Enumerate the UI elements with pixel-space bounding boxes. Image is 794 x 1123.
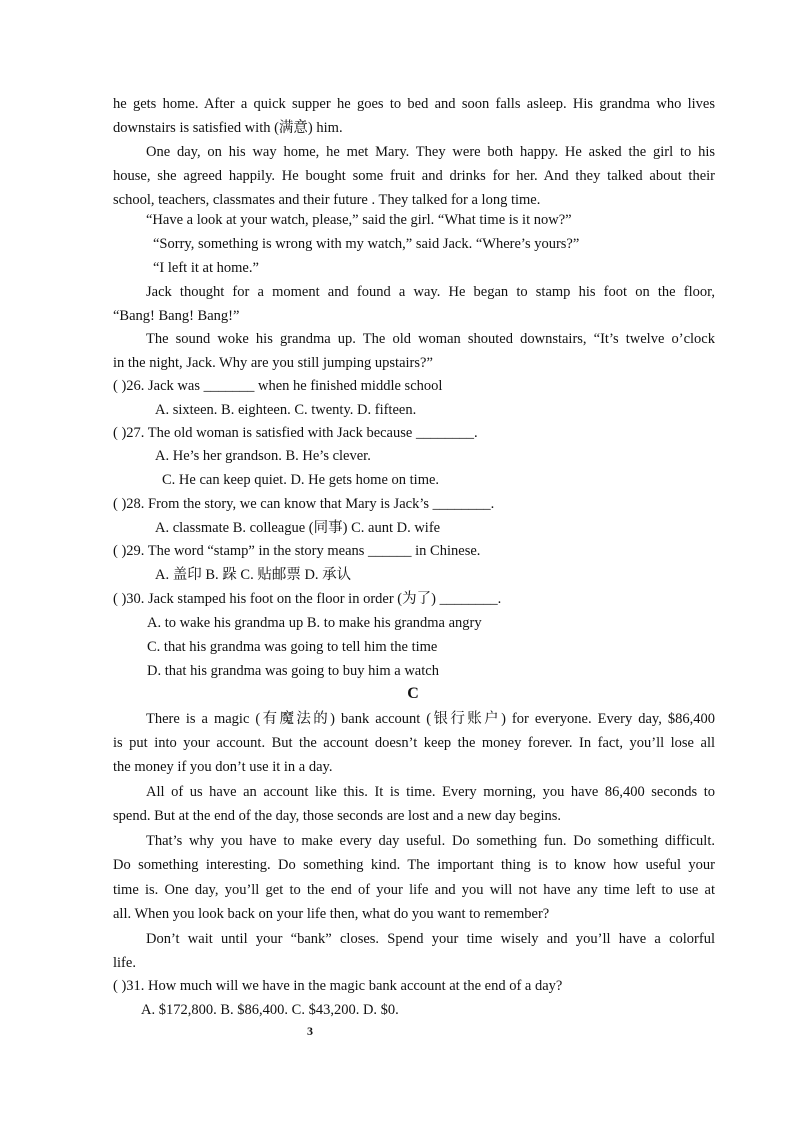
passage-line: downstairs is satisfied with (满意) him.: [113, 120, 343, 136]
passage-line: Don’t wait until your “bank” closes. Spend your time wisely and you’ll have a colorful: [146, 931, 715, 947]
passage-line: One day, on his way home, he met Mary. They were both happy. He asked the girl to his: [146, 144, 715, 160]
passage-line: “Have a look at your watch, please,” said the girl. “What time is it now?”: [146, 212, 572, 228]
question-30-options: C. that his grandma was going to tell him the time: [147, 639, 438, 655]
passage-line: Jack thought for a moment and found a way. He began to stamp his foot on the floor,: [146, 284, 715, 300]
passage-line: All of us have an account like this. It is time. Every morning, you have 86,400 seconds to: [146, 784, 715, 800]
passage-line: Do something interesting. Do something kind. The important thing is to know how useful your: [113, 857, 715, 873]
question-29-options: A. 盖印 B. 跺 C. 贴邮票 D. 承认: [155, 567, 352, 583]
passage-line: spend. But at the end of the day, those seconds are lost and a new day begins.: [113, 808, 562, 824]
passage-line: The sound woke his grandma up. The old woman shouted downstairs, “It’s twelve o’clock: [146, 331, 715, 347]
passage-line: is put into your account. But the account doesn’t keep the money forever. In fact, you’ll lose all: [113, 735, 715, 751]
passage-line: time is. One day, you’ll get to the end of your life and you will not have any time left to use at: [113, 882, 715, 898]
passage-line: in the night, Jack. Why are you still jumping upstairs?”: [113, 355, 433, 371]
question-30-options: A. to wake his grandma up B. to make his grandma angry: [147, 615, 482, 631]
passage-line: all. When you look back on your life then, what do you want to remember?: [113, 906, 550, 922]
question-31: ( )31. How much will we have in the magic bank account at the end of a day?: [113, 978, 563, 994]
passage-line: house, she agreed happily. He bought some fruit and drinks for her. And they talked about their: [113, 168, 715, 184]
page-number: 3: [307, 1024, 313, 1038]
passage-line: That’s why you have to make every day useful. Do something fun. Do something difficult.: [146, 833, 715, 849]
question-26-options: A. sixteen. B. eighteen. C. twenty. D. fifteen.: [155, 402, 417, 418]
section-heading: C: [407, 685, 419, 702]
passage-line: There is a magic (有魔法的) bank account (银行账户) for everyone. Every day, $86,400: [146, 711, 715, 727]
passage-line: school, teachers, classmates and their future . They talked for a long time.: [113, 192, 541, 208]
question-26: ( )26. Jack was _______ when he finished middle school: [113, 378, 443, 394]
passage-line: “Bang! Bang! Bang!”: [113, 308, 240, 324]
passage-line: he gets home. After a quick supper he goes to bed and soon falls asleep. His grandma who lives: [113, 96, 715, 112]
question-30: ( )30. Jack stamped his foot on the floor in order (为了) ________.: [113, 591, 502, 607]
passage-line: “I left it at home.”: [153, 260, 259, 276]
question-27-options: C. He can keep quiet. D. He gets home on time.: [162, 472, 440, 488]
passage-line: life.: [113, 955, 136, 971]
question-28-options: A. classmate B. colleague (同事) C. aunt D. wife: [155, 520, 441, 536]
passage-line: the money if you don’t use it in a day.: [113, 759, 333, 775]
question-27: ( )27. The old woman is satisfied with Jack because ________.: [113, 425, 478, 441]
question-31-options: A. $172,800. B. $86,400. C. $43,200. D. $0.: [141, 1002, 399, 1018]
question-30-options: D. that his grandma was going to buy him a watch: [147, 663, 439, 679]
question-28: ( )28. From the story, we can know that Mary is Jack’s ________.: [113, 496, 495, 512]
passage-line: “Sorry, something is wrong with my watch,” said Jack. “Where’s yours?”: [153, 236, 580, 252]
question-29: ( )29. The word “stamp” in the story means ______ in Chinese.: [113, 543, 481, 559]
question-27-options: A. He’s her grandson. B. He’s clever.: [155, 448, 371, 464]
